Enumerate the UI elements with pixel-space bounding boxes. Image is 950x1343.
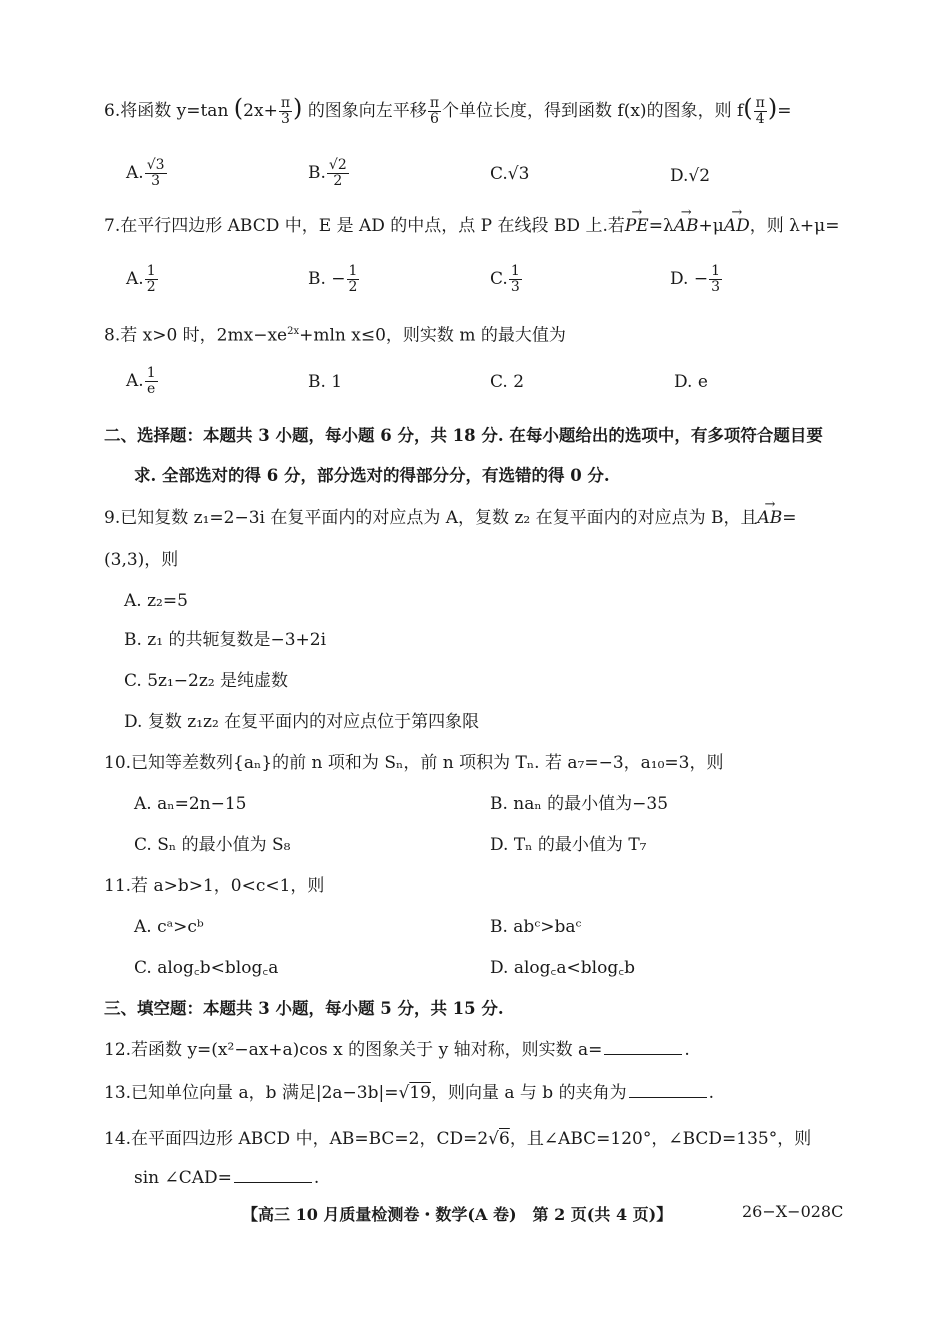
q9-option-d: D. 复数 z₁z₂ 在复平面内的对应点位于第四象限 — [124, 712, 480, 732]
q6-stem-d: = — [777, 101, 792, 121]
q6-option-d: D.√2 — [670, 166, 711, 186]
q9-stem: 9.已知复数 z₁=2−3i 在复平面内的对应点为 A，复数 z₂ 在复平面内的对应点为 B，且AB →= — [104, 506, 797, 530]
q14-sqrt-value: 6 — [499, 1129, 510, 1149]
vector-pe: PE → — [625, 214, 649, 238]
q14-stem-b: ，且∠ABC=120°，∠BCD=135°，则 — [509, 1129, 812, 1149]
section2-heading-cont: 求. 全部选对的得 6 分，部分选对的得部分分，有选错的得 0 分. — [134, 466, 610, 485]
q6-option-b: B. $\frac{√2}{2}$ — [308, 157, 347, 189]
q12-stem-a: 12.若函数 y=(x²−ax+a)cos x 的图象关于 y 轴对称，则实数 a= — [104, 1040, 603, 1060]
page-footer: 【高三 10 月质量检测卷・数学(A 卷) 第 2 页(共 4 页)】 — [242, 1205, 673, 1224]
q9-stem-line2: (3,3)，则 — [104, 550, 179, 570]
paren-open: ( — [233, 94, 244, 122]
q14-stem-a: 14.在平面四边形 ABCD 中，AB=BC=2，CD=2 — [104, 1129, 489, 1149]
vector-ab: AB → — [674, 214, 699, 238]
q8-option-b: B. 1 — [308, 372, 343, 392]
q6-pi-over-6: $\frac{\pi}{6}$ — [429, 95, 440, 127]
vector-ad: AD → — [724, 214, 750, 238]
sqrt-sign: √ — [488, 1129, 499, 1149]
q10-option-d: D. Tₙ 的最小值为 T₇ — [490, 835, 647, 855]
q6-stem: 6.将函数 y=tan (2x+ $\frac{\pi}{3}$ ) 的图象向左平移 $\frac{\pi}{6}$ 个单位长度，得到函数 f(x)的图象，则 f( $\frac{\pi}{4}$ )= — [104, 94, 792, 127]
exam-code: 26−X−028C — [742, 1202, 844, 1221]
q13-sqrt-value: 19 — [409, 1083, 431, 1103]
paren-close: ) — [293, 94, 303, 122]
q8-stem-a: 8.若 x>0 时，2mx−xe — [104, 325, 288, 346]
q9-stem-a: 9.已知复数 z₁=2−3i 在复平面内的对应点为 A，复数 z₂ 在复平面内的对应点为 B，且 — [104, 508, 758, 528]
q9-option-b: B. z₁ 的共轭复数是−3+2i — [124, 630, 327, 650]
q11-option-b: B. abᶜ>baᶜ — [490, 917, 582, 937]
q10-stem: 10.已知等差数列{aₙ}的前 n 项和为 Sₙ，前 n 项积为 Tₙ. 若 a₇=−3，a₁₀=3，则 — [104, 753, 724, 773]
q6-arg: 2x+ — [243, 101, 278, 121]
q8-stem — [104, 320, 566, 348]
q7-option-b: B. − $\frac{1}{2}$ — [308, 263, 358, 295]
vector-ab: AB → — [758, 506, 783, 530]
q13-stem-b: ，则向量 a 与 b 的夹角为 — [430, 1083, 627, 1103]
q13-answer-blank[interactable] — [629, 1081, 707, 1098]
q6-stem-c: 个单位长度，得到函数 f(x)的图象，则 f — [442, 101, 744, 121]
q10-option-b: B. naₙ 的最小值为−35 — [490, 794, 669, 814]
q14-line2-a: sin ∠CAD= — [134, 1168, 232, 1188]
q11-option-d: D. alog꜀a<blog꜀b — [490, 958, 635, 978]
q11-option-a: A. cᵃ>cᵇ — [134, 917, 204, 937]
q8-option-d: D. e — [674, 372, 708, 392]
section3-heading: 三、填空题：本题共 3 小题，每小题 5 分，共 15 分. — [104, 999, 504, 1018]
sqrt-sign: √ — [398, 1083, 410, 1103]
q14-stem-line2: sin ∠CAD= . — [134, 1168, 320, 1188]
q8-exponent: 2x — [287, 326, 300, 337]
q6-pi-over-3: $\frac{\pi}{3}$ — [280, 95, 291, 127]
q9-option-a: A. z₂=5 — [124, 591, 188, 611]
q12-answer-blank[interactable] — [604, 1038, 682, 1055]
q10-option-c: C. Sₙ 的最小值为 S₈ — [134, 835, 291, 855]
q6-stem-a: 6.将函数 y=tan — [104, 101, 229, 121]
q7-option-c: C. $\frac{1}{3}$ — [490, 263, 520, 295]
q12-stem: 12.若函数 y=(x²−ax+a)cos x 的图象关于 y 轴对称，则实数 a= . — [104, 1040, 690, 1060]
q6-pi-over-4: $\frac{\pi}{4}$ — [755, 95, 765, 127]
q8-stem-b: +mln x≤0，则实数 m 的最大值为 — [299, 325, 566, 346]
q7-option-a: A. $\frac{1}{2}$ — [126, 263, 156, 295]
q13-stem: 13.已知单位向量 a，b 满足|2a−3b|=√19，则向量 a 与 b 的夹角为 . — [104, 1083, 714, 1103]
q6-option-a: A. $\frac{√3}{3}$ — [126, 157, 165, 189]
q14-stem — [104, 1127, 811, 1151]
q8-option-c: C. 2 — [490, 372, 525, 392]
q13-stem-a: 13.已知单位向量 a，b 满足|2a−3b|= — [104, 1083, 399, 1103]
q11-stem: 11.若 a>b>1，0<c<1，则 — [104, 876, 325, 896]
q7-option-d: D. − $\frac{1}{3}$ — [670, 263, 720, 295]
q8-option-a: A. $\frac{1}{e}$ — [126, 365, 156, 397]
q11-option-c: C. alog꜀b<blog꜀a — [134, 958, 279, 978]
section2-heading: 二、选择题：本题共 3 小题，每小题 6 分，共 18 分. 在每小题给出的选项中，有多项符合题目要 — [104, 426, 823, 445]
q9-option-c: C. 5z₁−2z₂ 是纯虚数 — [124, 671, 289, 691]
q7-stem-a: 7.在平行四边形 ABCD 中，E 是 AD 的中点，点 P 在线段 BD 上.若 — [104, 216, 625, 236]
q6-stem-b: 的图象向左平移 — [307, 101, 427, 121]
q7-stem-b: ，则 λ+μ= — [749, 216, 840, 236]
q6-option-c: C.√3 — [490, 164, 530, 184]
q10-option-a: A. aₙ=2n−15 — [134, 794, 247, 814]
q7-stem: 7.在平行四边形 ABCD 中，E 是 AD 的中点，点 P 在线段 BD 上.若PE →=λAB →+μAD →，则 λ+μ= — [104, 214, 839, 238]
q14-answer-blank[interactable] — [234, 1166, 312, 1183]
